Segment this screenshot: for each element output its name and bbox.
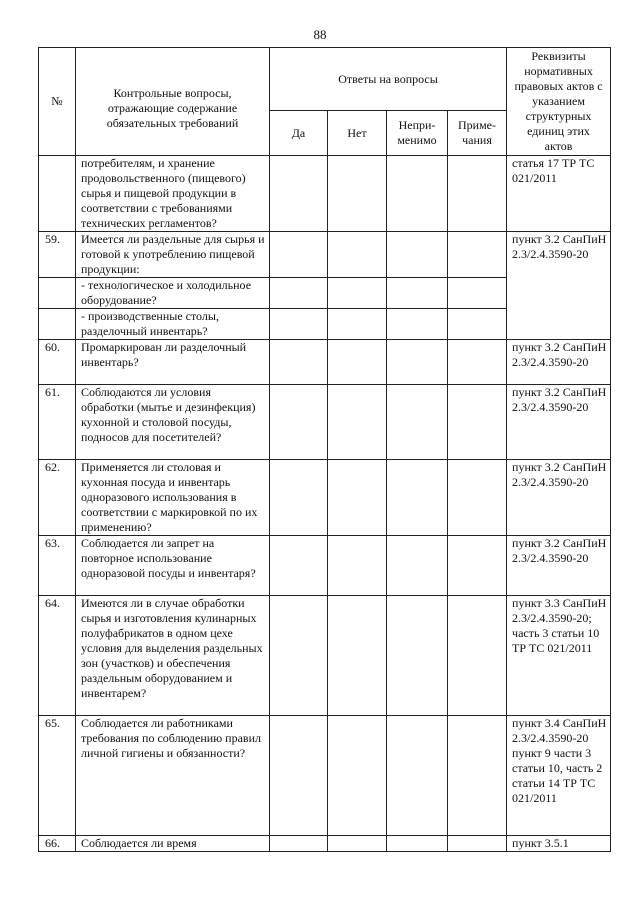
answer-no-cell[interactable]: [328, 385, 387, 460]
answer-no-cell[interactable]: [328, 156, 387, 232]
table-row: [39, 716, 611, 836]
row-reference: пункт 3.3 СанПиН 2.3/2.4.3590-20; часть 3 статьи 10 ТР ТС 021/2011: [507, 596, 611, 716]
answer-no-cell[interactable]: [328, 460, 387, 536]
answer-yes-cell[interactable]: [270, 596, 328, 716]
answer-no-cell[interactable]: [328, 309, 387, 340]
answer-not-applicable-cell[interactable]: [387, 536, 448, 596]
answer-yes-cell[interactable]: [270, 278, 328, 309]
row-reference: пункт 3.2 СанПиН 2.3/2.4.3590-20: [507, 232, 611, 340]
answer-yes-cell[interactable]: [270, 385, 328, 460]
header-note: Приме-чания: [448, 111, 507, 156]
answer-note-cell[interactable]: [448, 536, 507, 596]
answer-note-cell[interactable]: [448, 232, 507, 278]
row-reference: статья 17 ТР ТС 021/2011: [507, 156, 611, 232]
row-reference: пункт 3.4 СанПиН 2.3/2.4.3590-20 пункт 9 части 3 статьи 10, часть 2 статьи 14 ТР ТС 021/2011: [507, 716, 611, 836]
row-number: [39, 278, 76, 309]
answer-yes-cell[interactable]: [270, 340, 328, 385]
answer-yes-cell[interactable]: [270, 716, 328, 836]
answer-not-applicable-cell[interactable]: [387, 716, 448, 836]
answer-not-applicable-cell[interactable]: [387, 340, 448, 385]
answer-yes-cell[interactable]: [270, 309, 328, 340]
row-question: Соблюдается ли время: [76, 836, 270, 852]
row-reference: пункт 3.2 СанПиН 2.3/2.4.3590-20: [507, 385, 611, 460]
row-question: Соблюдается ли работниками требования по соблюдению правил личной гигиены и обязанности?: [76, 716, 270, 836]
answer-yes-cell[interactable]: [270, 536, 328, 596]
row-number: [39, 309, 76, 340]
table-row: [39, 460, 611, 536]
row-question: Имеется ли раздельные для сырья и готовой к употреблению пищевой продукции:: [76, 232, 270, 278]
answer-yes-cell[interactable]: [270, 232, 328, 278]
answer-no-cell[interactable]: [328, 278, 387, 309]
header-no: Нет: [328, 111, 387, 156]
row-reference: пункт 3.2 СанПиН 2.3/2.4.3590-20: [507, 536, 611, 596]
answer-not-applicable-cell[interactable]: [387, 278, 448, 309]
row-reference: пункт 3.2 СанПиН 2.3/2.4.3590-20: [507, 340, 611, 385]
row-question: - технологическое и холодильное оборудование?: [76, 278, 270, 309]
row-reference: пункт 3.2 СанПиН 2.3/2.4.3590-20: [507, 460, 611, 536]
answer-note-cell[interactable]: [448, 340, 507, 385]
answer-note-cell[interactable]: [448, 278, 507, 309]
row-number: 65.: [39, 716, 76, 836]
row-number: 64.: [39, 596, 76, 716]
answer-note-cell[interactable]: [448, 716, 507, 836]
answer-no-cell[interactable]: [328, 232, 387, 278]
answer-note-cell[interactable]: [448, 309, 507, 340]
answer-no-cell[interactable]: [328, 340, 387, 385]
row-question: Имеются ли в случае обработки сырья и изготовления кулинарных полуфабрикатов в одном цехе условия для выделения раздельных зон (участков) и обеспечения раздельным оборудованием и инвентарем?: [76, 596, 270, 716]
answer-note-cell[interactable]: [448, 836, 507, 852]
row-question: Применяется ли столовая и кухонная посуда и инвентарь одноразового использования в соответствии с маркировкой по их применению?: [76, 460, 270, 536]
answer-not-applicable-cell[interactable]: [387, 836, 448, 852]
answer-note-cell[interactable]: [448, 460, 507, 536]
row-number: 60.: [39, 340, 76, 385]
header-reference: Реквизиты нормативных правовых актов с указанием структурных единиц этих актов: [507, 48, 611, 156]
row-question: Соблюдается ли запрет на повторное использование одноразовой посуды и инвентаря?: [76, 536, 270, 596]
answer-no-cell[interactable]: [328, 716, 387, 836]
answer-yes-cell[interactable]: [270, 836, 328, 852]
answer-no-cell[interactable]: [328, 836, 387, 852]
row-question: Промаркирован ли разделочный инвентарь?: [76, 340, 270, 385]
header-not-applicable: Непри-менимо: [387, 111, 448, 156]
answer-not-applicable-cell[interactable]: [387, 156, 448, 232]
header-num: №: [39, 48, 76, 156]
table-row: [39, 232, 611, 278]
row-number: 59.: [39, 232, 76, 278]
row-reference: пункт 3.5.1: [507, 836, 611, 852]
table-row: [39, 836, 611, 852]
answer-no-cell[interactable]: [328, 596, 387, 716]
page-number: 88: [313, 27, 327, 42]
row-number: [39, 156, 76, 232]
answer-no-cell[interactable]: [328, 536, 387, 596]
row-number: 61.: [39, 385, 76, 460]
row-question: потребителям, и хранение продовольственного (пищевого) сырья и пищевой продукции в соответствии с требованиями технических регламентов?: [76, 156, 270, 232]
answer-not-applicable-cell[interactable]: [387, 460, 448, 536]
header-yes: Да: [270, 111, 328, 156]
answer-not-applicable-cell[interactable]: [387, 596, 448, 716]
header-question: Контрольные вопросы, отражающие содержание обязательных требований: [76, 48, 270, 156]
answer-not-applicable-cell[interactable]: [387, 309, 448, 340]
answer-not-applicable-cell[interactable]: [387, 385, 448, 460]
answer-yes-cell[interactable]: [270, 156, 328, 232]
checklist-table: [38, 47, 611, 852]
row-question: - производственные столы, разделочный инвентарь?: [76, 309, 270, 340]
row-number: 62.: [39, 460, 76, 536]
answer-yes-cell[interactable]: [270, 460, 328, 536]
header-answers: Ответы на вопросы: [270, 48, 507, 111]
row-number: 63.: [39, 536, 76, 596]
answer-note-cell[interactable]: [448, 156, 507, 232]
answer-note-cell[interactable]: [448, 596, 507, 716]
row-number: 66.: [39, 836, 76, 852]
row-question: Соблюдаются ли условия обработки (мытье и дезинфекция) кухонной и столовой посуды, подносов для посетителей?: [76, 385, 270, 460]
answer-not-applicable-cell[interactable]: [387, 232, 448, 278]
table-row: [39, 385, 611, 460]
answer-note-cell[interactable]: [448, 385, 507, 460]
table-row: [39, 340, 611, 385]
table-row: [39, 596, 611, 716]
table-row: [39, 536, 611, 596]
table-row: [39, 156, 611, 232]
